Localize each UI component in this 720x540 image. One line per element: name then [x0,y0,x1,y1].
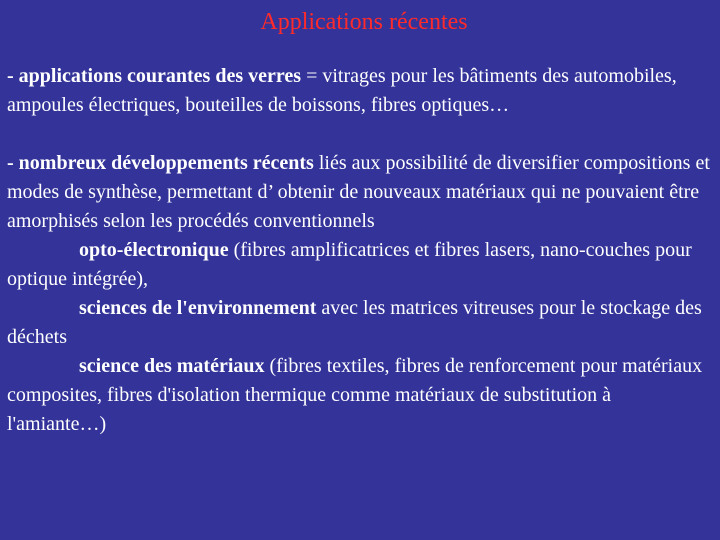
list-item-environnement [7,294,712,352]
paragraph-text: = vitrages pour les bâtiments des automobiles, ampoules électriques, bouteilles de boissons, fibres optiques… [7,65,677,116]
list-item-opto-electronique [7,236,712,294]
list-item-heading: opto-électronique [79,239,229,261]
list-item-materiaux [7,352,712,439]
list-item-heading: sciences de l'environnement [79,297,317,319]
paragraph-applications-courantes [7,62,712,120]
list-item-text: avec les matrices vitreuses pour le stockage des déchets [7,297,702,348]
paragraph-heading: - nombreux développements récents [7,152,314,174]
list-item-text: (fibres amplificatrices et fibres lasers, nano-couches pour optique intégrée), [7,239,692,290]
paragraph-developpements-recents [7,149,712,236]
paragraph-text: liés aux possibilité de diversifier compositions et modes de synthèse, permettant d’ obtenir de nouveaux matériaux qui ne pouvaient être amorphisés selon les procédés conventionnels [7,152,710,232]
paragraph-spacer [7,120,712,149]
slide-title: Applications récentes [260,9,468,35]
list-item-heading: science des matériaux [79,355,265,377]
list-item-text: (fibres textiles, fibres de renforcement pour matériaux composites, fibres d'isolation thermique comme matériaux de substitution à l'amiante…) [7,355,703,435]
paragraph-heading: - applications courantes des verres [7,65,302,87]
slide-content [7,62,712,439]
